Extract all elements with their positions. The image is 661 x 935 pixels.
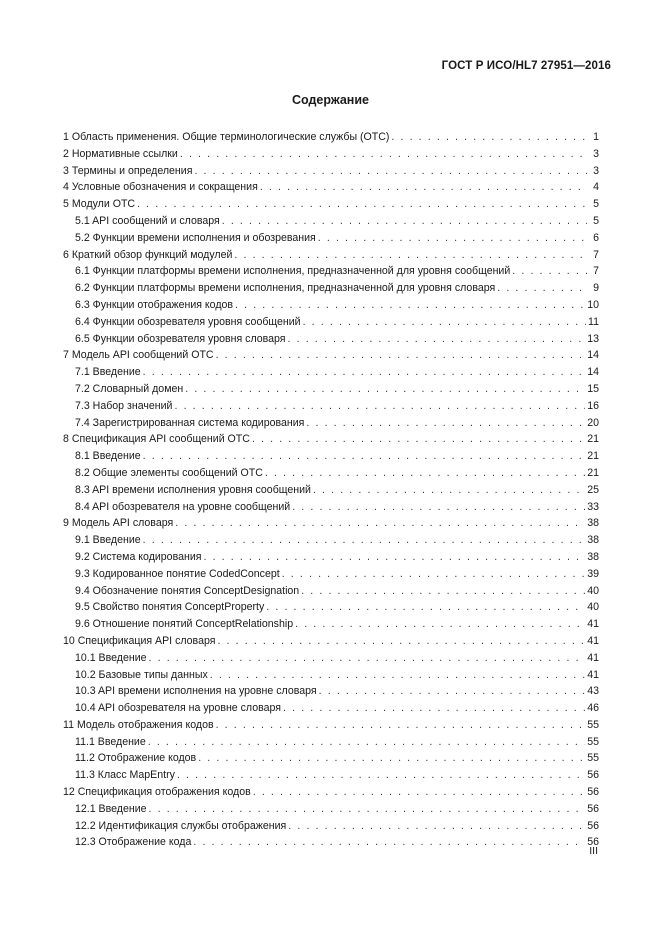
toc-dot-leader (265, 465, 585, 482)
toc-entry[interactable] (63, 415, 599, 432)
toc-dot-leader (198, 750, 585, 767)
toc-entry-title: 11.1 Введение (75, 735, 146, 748)
toc-entry-page: 41 (587, 634, 599, 647)
toc-dot-leader (295, 616, 585, 633)
toc-entry[interactable] (63, 532, 599, 549)
toc-dot-leader (149, 650, 586, 667)
toc-entry[interactable] (63, 667, 599, 684)
toc-entry-page: 41 (587, 618, 599, 631)
toc-dot-leader (303, 314, 586, 331)
toc-entry-title: 8.4 API обозревателя на уровне сообщений (75, 500, 291, 513)
toc-entry-page: 56 (587, 819, 599, 832)
toc-entry-title: 12.1 Введение (75, 802, 147, 815)
toc-entry-page: 7 (593, 248, 599, 261)
toc-entry[interactable] (63, 515, 599, 532)
toc-entry[interactable] (63, 482, 599, 499)
toc-entry-page: 3 (593, 164, 599, 177)
toc-dot-leader (253, 784, 585, 801)
toc-entry-page: 15 (587, 382, 599, 395)
toc-entry-title: 10 Спецификация API словаря (63, 634, 216, 647)
toc-entry[interactable] (63, 818, 599, 835)
toc-dot-leader (137, 196, 587, 213)
toc-entry-title: 9.5 Свойство понятия ConceptProperty (75, 601, 265, 614)
toc-entry-page: 40 (587, 601, 599, 614)
toc-entry[interactable] (63, 834, 599, 851)
toc-entry-title: 11.3 Класс MapEntry (75, 769, 175, 782)
toc-entry-page: 5 (593, 214, 599, 227)
toc-dot-leader (288, 818, 585, 835)
toc-entry-page: 38 (587, 517, 599, 530)
toc-entry[interactable] (63, 347, 599, 364)
toc-entry-page: 9 (593, 282, 599, 295)
toc-entry-page: 33 (587, 500, 599, 513)
toc-entry-title: 12 Спецификация отображения кодов (63, 786, 251, 799)
toc-entry-page: 25 (587, 483, 599, 496)
toc-entry[interactable] (63, 263, 599, 280)
toc-dot-leader (177, 767, 585, 784)
toc-dot-leader (216, 717, 586, 734)
toc-entry[interactable] (63, 583, 599, 600)
toc-dot-leader (391, 129, 587, 146)
toc-entry[interactable] (63, 750, 599, 767)
toc-entry-page: 38 (587, 550, 599, 563)
page-number: III (589, 845, 598, 857)
toc-entry[interactable] (63, 398, 599, 415)
toc-entry[interactable] (63, 499, 599, 516)
toc-dot-leader (194, 163, 587, 180)
toc-entry-page: 10 (587, 298, 599, 311)
toc-entry-title: 12.2 Идентификация службы отображения (75, 819, 287, 832)
toc-dot-leader (149, 801, 586, 818)
toc-dot-leader (143, 532, 586, 549)
toc-entry-page: 55 (587, 752, 599, 765)
toc-dot-leader (175, 515, 585, 532)
toc-entry-page: 46 (587, 702, 599, 715)
toc-entry[interactable] (63, 230, 599, 247)
toc-entry-page: 55 (587, 735, 599, 748)
toc-entry[interactable] (63, 129, 599, 146)
toc-entry-title: 11.2 Отображение кодов (75, 752, 197, 765)
toc-dot-leader (318, 230, 587, 247)
toc-entry-page: 5 (593, 198, 599, 211)
toc-entry-title: 10.3 API времени исполнения на уровне словаря (75, 685, 317, 698)
toc-dot-leader (235, 297, 585, 314)
toc-entry-title: 9.4 Обозначение понятия ConceptDesignation (75, 584, 300, 597)
toc-entry[interactable] (63, 364, 599, 381)
toc-entry[interactable] (63, 566, 599, 583)
toc-entry-title: 10.4 API обозревателя на уровне словаря (75, 702, 282, 715)
toc-entry[interactable] (63, 633, 599, 650)
toc-entry-page: 7 (593, 265, 599, 278)
toc-entry[interactable] (63, 650, 599, 667)
toc-entry-title: 7 Модель API сообщений ОТС (63, 349, 214, 362)
toc-dot-leader (143, 448, 586, 465)
toc-dot-leader (210, 667, 585, 684)
toc-entry-page: 16 (587, 399, 599, 412)
toc-dot-leader (217, 633, 585, 650)
toc-dot-leader (282, 566, 585, 583)
toc-entry[interactable] (63, 767, 599, 784)
toc-entry[interactable] (63, 146, 599, 163)
toc-dot-leader (319, 683, 586, 700)
toc-dot-leader (185, 381, 585, 398)
toc-entry-page: 56 (587, 769, 599, 782)
toc-entry-page: 38 (587, 534, 599, 547)
toc-entry[interactable] (63, 784, 599, 801)
toc-entry-title: 7.1 Введение (75, 366, 141, 379)
toc-entry-title: 6.3 Функции отображения кодов (75, 298, 234, 311)
toc-entry-title: 9.6 Отношение понятий ConceptRelationship (75, 618, 294, 631)
toc-dot-leader (234, 247, 587, 264)
toc-entry-title: 7.4 Зарегистрированная система кодирования (75, 416, 305, 429)
toc-entry-page: 14 (587, 366, 599, 379)
toc-entry-title: 6.2 Функции платформы времени исполнения, предназначенной для уровня словаря (75, 282, 496, 295)
toc-dot-leader (260, 179, 587, 196)
toc-entry-page: 39 (587, 567, 599, 580)
toc-entry-title: 8 Спецификация API сообщений ОТС (63, 433, 250, 446)
toc-entry-title: 6.5 Функции обозревателя уровня словаря (75, 332, 286, 345)
toc-dot-leader (266, 599, 585, 616)
toc-dot-leader (306, 415, 585, 432)
toc-entry-page: 6 (593, 231, 599, 244)
toc-entry-title: 3 Термины и определения (63, 164, 193, 177)
toc-entry-title: 10.2 Базовые типы данных (75, 668, 208, 681)
toc-dot-leader (180, 146, 587, 163)
toc-entry-title: 8.1 Введение (75, 450, 141, 463)
toc-entry-title: 9.1 Введение (75, 534, 141, 547)
toc-entry-title: 5.2 Функции времени исполнения и обозревания (75, 231, 316, 244)
toc-dot-leader (313, 482, 585, 499)
toc-entry[interactable] (63, 465, 599, 482)
toc-entry-title: 9.2 Система кодирования (75, 550, 202, 563)
toc-entry-page: 21 (587, 450, 599, 463)
toc-entry[interactable] (63, 314, 599, 331)
toc-entry[interactable] (63, 448, 599, 465)
toc-dot-leader (283, 700, 585, 717)
toc-entry-page: 21 (587, 466, 599, 479)
toc-entry-title: 2 Нормативные ссылки (63, 147, 178, 160)
toc-entry-title: 8.2 Общие элементы сообщений ОТС (75, 466, 263, 479)
toc-entry-title: 6.4 Функции обозревателя уровня сообщений (75, 315, 301, 328)
toc-entry-page: 13 (587, 332, 599, 345)
toc-entry[interactable] (63, 163, 599, 180)
toc-dot-leader (288, 331, 586, 348)
toc-entry-page: 3 (593, 147, 599, 160)
toc-entry-title: 11 Модель отображения кодов (63, 718, 214, 731)
document-header: ГОСТ Р ИСО/HL7 27951—2016 (441, 60, 611, 72)
toc-entry-title: 6.1 Функции платформы времени исполнения, предназначенной для уровня сообщений (75, 265, 511, 278)
toc-entry-title: 8.3 API времени исполнения уровня сообщений (75, 483, 311, 496)
page-title: Содержание (291, 93, 369, 107)
toc-entry-page: 1 (593, 131, 599, 143)
toc-dot-leader (222, 213, 587, 230)
toc-dot-leader (203, 549, 585, 566)
toc-entry-title: 5.1 API сообщений и словаря (75, 214, 220, 227)
toc-entry[interactable] (63, 280, 599, 297)
toc-dot-leader (143, 364, 586, 381)
toc-dot-leader (252, 431, 585, 448)
toc-entry-page: 41 (587, 668, 599, 681)
toc-entry[interactable] (63, 616, 599, 633)
toc-entry-title: 4 Условные обозначения и сокращения (63, 181, 258, 194)
toc-entry-page: 20 (587, 416, 599, 429)
toc-entry-page: 21 (587, 433, 599, 446)
toc-entry-title: 10.1 Введение (75, 651, 147, 664)
toc-entry[interactable] (63, 734, 599, 751)
toc-entry[interactable] (63, 700, 599, 717)
toc-entry[interactable] (63, 196, 599, 213)
toc-entry-page: 56 (587, 836, 599, 849)
toc-entry-page: 43 (587, 685, 599, 698)
toc-entry[interactable] (63, 683, 599, 700)
table-of-contents (63, 129, 599, 851)
toc-dot-leader (148, 734, 585, 751)
toc-dot-leader (292, 499, 585, 516)
toc-entry-page: 4 (593, 181, 599, 194)
toc-entry-page: 40 (587, 584, 599, 597)
toc-entry-title: 9 Модель API словаря (63, 517, 174, 530)
toc-entry-title: 7.2 Словарный домен (75, 382, 184, 395)
toc-dot-leader (174, 398, 585, 415)
toc-entry-page: 41 (587, 651, 599, 664)
toc-entry-title: 1 Область применения. Общие терминологические службы (ОТС) (63, 131, 390, 143)
toc-entry[interactable] (63, 431, 599, 448)
toc-entry[interactable] (63, 331, 599, 348)
toc-entry[interactable] (63, 599, 599, 616)
toc-entry-page: 14 (587, 349, 599, 362)
toc-entry[interactable] (63, 381, 599, 398)
toc-entry[interactable] (63, 801, 599, 818)
toc-entry[interactable] (63, 717, 599, 734)
toc-dot-leader (497, 280, 587, 297)
toc-entry[interactable] (63, 297, 599, 314)
toc-dot-leader (216, 347, 586, 364)
toc-entry-page: 56 (587, 786, 599, 799)
toc-entry-title: 7.3 Набор значений (75, 399, 173, 412)
toc-entry[interactable] (63, 179, 599, 196)
toc-entry-page: 55 (587, 718, 599, 731)
toc-entry-page: 56 (587, 802, 599, 815)
toc-entry-title: 5 Модули ОТС (63, 198, 136, 211)
toc-entry[interactable] (63, 247, 599, 264)
toc-entry[interactable] (63, 549, 599, 566)
toc-entry-title: 9.3 Кодированное понятие CodedConcept (75, 567, 280, 580)
toc-entry[interactable] (63, 213, 599, 230)
toc-entry-page: 11 (588, 315, 599, 328)
toc-dot-leader (512, 263, 587, 280)
toc-dot-leader (193, 834, 585, 851)
toc-entry-title: 12.3 Отображение кода (75, 836, 192, 849)
toc-dot-leader (301, 583, 585, 600)
toc-entry-title: 6 Краткий обзор функций модулей (63, 248, 233, 261)
